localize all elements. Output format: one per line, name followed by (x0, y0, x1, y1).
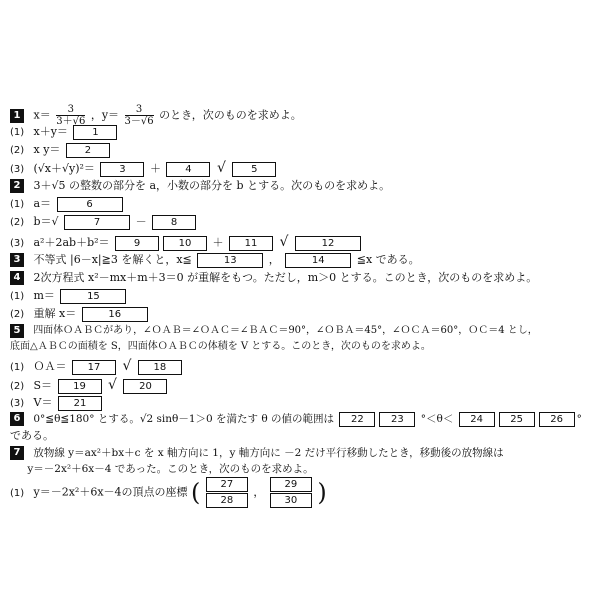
answer-box[interactable]: 24 (459, 412, 495, 427)
question-number: 6 (10, 412, 24, 426)
q1-item-2 (10, 142, 112, 158)
question-text: 2次方程式 x²－mx＋m＋3＝0 が重解をもつ。ただし，m＞0 とする。このとき，次のものを求めよ。 (33, 271, 538, 284)
item-expr: 重解 x＝ (33, 307, 77, 320)
item-expr: y＝－2x²＋6x－4の頂点の座標 (33, 485, 188, 499)
q7-item-1 (10, 476, 327, 508)
question-6-cont (10, 428, 54, 444)
answer-box[interactable]: 28 (206, 493, 248, 508)
answer-box[interactable]: 27 (206, 477, 248, 492)
answer-box[interactable]: 4 (166, 162, 210, 177)
item-expr: x＋y＝ (33, 125, 68, 138)
item-expr: S＝ (33, 379, 53, 392)
answer-box[interactable]: 21 (58, 396, 102, 411)
question-text: °＜θ＜ (420, 413, 454, 425)
open-paren: ( (191, 478, 201, 507)
answer-box[interactable]: 7 (64, 215, 130, 230)
expr-text: x＝ (33, 108, 51, 122)
question-2-intro (10, 178, 390, 194)
expr-text: ，y＝ (90, 108, 120, 122)
answer-box[interactable]: 2 (66, 143, 110, 158)
item-label: (3) (10, 398, 25, 409)
answer-box[interactable]: 8 (152, 215, 196, 230)
answer-box[interactable]: 11 (229, 236, 273, 251)
answer-box[interactable]: 30 (270, 493, 312, 508)
q4-item-1 (10, 288, 128, 304)
answer-box[interactable]: 9 (115, 236, 159, 251)
question-number: 4 (10, 271, 24, 285)
question-number: 5 (10, 324, 24, 338)
question-text: ≦x である。 (356, 253, 420, 266)
item-label: (2) (10, 217, 25, 228)
question-4-intro (10, 270, 537, 286)
item-label: (3) (10, 238, 25, 249)
q1-item-3 (10, 160, 278, 176)
q1-item-1 (10, 124, 119, 140)
separator: ， (253, 485, 265, 499)
question-text: 3＋√5 の整数の部分を a，小数の部分を b とする。次のものを求めよ。 (33, 179, 391, 192)
question-7-intro (10, 445, 504, 461)
answer-box[interactable]: 10 (163, 236, 207, 251)
question-5-intro-2 (10, 339, 431, 355)
item-label: (1) (10, 362, 25, 373)
item-label: (1) (10, 487, 25, 499)
question-6 (10, 411, 582, 427)
question-3 (10, 252, 420, 268)
answer-box[interactable]: 19 (58, 379, 102, 394)
q5-item-3 (10, 395, 104, 411)
answer-box[interactable]: 6 (57, 197, 123, 212)
sqrt-symbol: √ (279, 234, 289, 250)
answer-box[interactable]: 18 (138, 360, 182, 375)
fraction-y: $\frac{3}{3-√6}$ (124, 104, 154, 127)
question-5-intro (10, 323, 538, 339)
fraction-box-2 (270, 476, 312, 509)
answer-box[interactable]: 20 (123, 379, 167, 394)
question-text: 放物線 y＝ax²＋bx＋c を x 軸方向に 1，y 軸方向に －2 だけ平行移動したとき，移動後の放物線は (33, 447, 504, 459)
answer-box[interactable]: 13 (197, 253, 263, 268)
item-label: (1) (10, 127, 25, 138)
answer-box[interactable]: 15 (60, 289, 126, 304)
answer-box[interactable]: 16 (82, 307, 148, 322)
operator: ， (268, 253, 280, 266)
item-label: (3) (10, 164, 25, 175)
item-label: (1) (10, 291, 25, 302)
question-text: 0°≦θ≦180° とする。√2 sinθ－1＞0 を満たす θ の値の範囲は (33, 413, 335, 425)
item-label: (2) (10, 145, 25, 156)
item-expr: (√x＋√y)²＝ (33, 162, 95, 175)
q2-item-3 (10, 234, 363, 250)
q2-item-1 (10, 196, 125, 212)
question-7-intro-2 (10, 461, 314, 477)
question-text: ° (576, 413, 582, 425)
question-number: 2 (10, 179, 24, 193)
item-expr: x y＝ (33, 143, 61, 156)
sqrt-symbol: √ (108, 377, 117, 393)
item-expr: ＯＡ＝ (33, 360, 67, 373)
item-expr: a＝ (33, 197, 52, 210)
question-number: 7 (10, 446, 24, 460)
answer-box[interactable]: 3 (100, 162, 144, 177)
q5-item-2 (10, 377, 169, 393)
operator: ＋ (149, 162, 161, 175)
q2-item-2 (10, 214, 198, 230)
q4-item-2 (10, 306, 150, 322)
answer-box[interactable]: 17 (72, 360, 116, 375)
question-text: 四面体ＯＡＢＣがあり，∠ＯＡＢ＝∠ＯＡＣ＝∠ＢＡＣ＝90°，∠ＯＢＡ＝45°，∠ＯＣＡ＝60°，ＯＣ＝4 とし， (33, 325, 538, 336)
operator: － (135, 215, 147, 228)
answer-box[interactable]: 12 (295, 236, 361, 251)
expr-text: のとき，次のものを求めよ。 (159, 108, 302, 122)
item-expr: b＝√ (33, 215, 59, 228)
item-expr: a²＋2ab＋b²＝ (33, 236, 110, 249)
question-text: である。 (10, 429, 54, 442)
item-label: (2) (10, 381, 25, 392)
close-paren: ) (317, 478, 327, 507)
item-expr: m＝ (33, 289, 55, 302)
fraction-x: $\frac{3}{3+√6}$ (56, 104, 86, 127)
item-expr: V＝ (33, 396, 53, 409)
question-1-intro (10, 104, 302, 127)
item-label: (1) (10, 199, 25, 210)
answer-box[interactable]: 22 (339, 412, 375, 427)
question-text: 底面△ＡＢＣの面積を S，四面体ＯＡＢＣの体積を V とする。このとき，次のものを求めよ。 (10, 341, 431, 352)
answer-box[interactable]: 25 (499, 412, 535, 427)
question-text: y＝－2x²＋6x－4 であった。このとき，次のものを求めよ。 (27, 463, 314, 475)
answer-box[interactable]: 29 (270, 477, 312, 492)
item-label: (2) (10, 309, 25, 320)
answer-box[interactable]: 5 (232, 162, 276, 177)
sqrt-symbol: √ (216, 160, 226, 176)
q5-item-1 (10, 358, 184, 374)
answer-box[interactable]: 1 (73, 125, 117, 140)
answer-box[interactable]: 23 (379, 412, 415, 427)
question-number: 1 (10, 109, 24, 123)
question-text: 不等式 |6－x|≧3 を解くと，x≦ (33, 253, 192, 266)
fraction-box-1 (206, 476, 248, 509)
answer-box[interactable]: 26 (539, 412, 575, 427)
question-number: 3 (10, 253, 24, 267)
operator: ＋ (212, 236, 224, 249)
answer-box[interactable]: 14 (285, 253, 351, 268)
sqrt-symbol: √ (122, 358, 132, 374)
